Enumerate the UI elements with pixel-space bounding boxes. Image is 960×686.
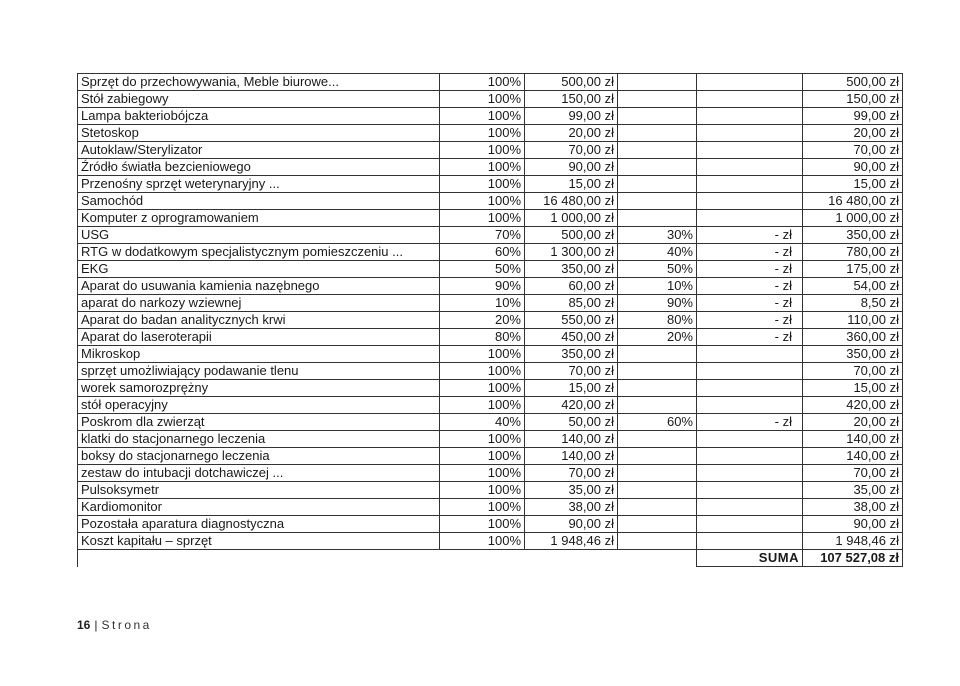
cell-percent: 100% [440, 346, 525, 363]
cell-value-2: - zł [697, 312, 803, 329]
cell-percent: 10% [440, 295, 525, 312]
cell-total: 70,00 zł [803, 142, 903, 159]
cell-name: Stetoskop [78, 125, 440, 142]
cell-percent-2 [618, 533, 697, 550]
cell-percent-2 [618, 482, 697, 499]
summary-spacer [78, 550, 697, 567]
cell-value-2 [697, 176, 803, 193]
cell-value: 350,00 zł [525, 346, 618, 363]
cell-percent-2 [618, 74, 697, 91]
table-row [78, 516, 903, 533]
cell-percent: 100% [440, 210, 525, 227]
cell-name: Komputer z oprogramowaniem [78, 210, 440, 227]
cell-percent-2 [618, 448, 697, 465]
table-row [78, 499, 903, 516]
table-row [78, 278, 903, 295]
cell-value: 420,00 zł [525, 397, 618, 414]
cell-value: 20,00 zł [525, 125, 618, 142]
cell-percent-2: 50% [618, 261, 697, 278]
cell-total: 20,00 zł [803, 414, 903, 431]
cell-value-2 [697, 363, 803, 380]
cell-value: 350,00 zł [525, 261, 618, 278]
cell-percent: 100% [440, 363, 525, 380]
table-row [78, 244, 903, 261]
cell-percent: 100% [440, 482, 525, 499]
equipment-cost-table [77, 73, 903, 567]
cell-value: 550,00 zł [525, 312, 618, 329]
cell-percent: 100% [440, 380, 525, 397]
cell-value-2: - zł [697, 261, 803, 278]
table-row [78, 125, 903, 142]
cell-value: 35,00 zł [525, 482, 618, 499]
cell-name: Mikroskop [78, 346, 440, 363]
cell-percent-2: 20% [618, 329, 697, 346]
cell-value: 38,00 zł [525, 499, 618, 516]
cell-value-2: - zł [697, 244, 803, 261]
cell-value: 1 948,46 zł [525, 533, 618, 550]
cell-total: 360,00 zł [803, 329, 903, 346]
cell-total: 90,00 zł [803, 159, 903, 176]
cell-name: Poskrom dla zwierząt [78, 414, 440, 431]
cell-percent-2 [618, 125, 697, 142]
cell-total: 500,00 zł [803, 74, 903, 91]
cell-name: Aparat do badan analitycznych krwi [78, 312, 440, 329]
table-row [78, 431, 903, 448]
cell-value-2 [697, 193, 803, 210]
cell-percent-2 [618, 91, 697, 108]
cell-total: 140,00 zł [803, 431, 903, 448]
cell-value-2 [697, 448, 803, 465]
cell-percent: 100% [440, 499, 525, 516]
cell-percent-2: 40% [618, 244, 697, 261]
cell-total: 54,00 zł [803, 278, 903, 295]
cell-percent-2: 90% [618, 295, 697, 312]
cell-percent-2 [618, 142, 697, 159]
cell-percent: 100% [440, 74, 525, 91]
cell-value-2: - zł [697, 295, 803, 312]
cell-total: 780,00 zł [803, 244, 903, 261]
cell-percent: 20% [440, 312, 525, 329]
cell-percent-2 [618, 431, 697, 448]
cell-percent-2 [618, 380, 697, 397]
cell-percent: 70% [440, 227, 525, 244]
cell-value-2 [697, 91, 803, 108]
table-row [78, 176, 903, 193]
cell-percent: 100% [440, 516, 525, 533]
cell-value-2 [697, 465, 803, 482]
cell-value-2: - zł [697, 414, 803, 431]
cell-total: 16 480,00 zł [803, 193, 903, 210]
cell-total: 420,00 zł [803, 397, 903, 414]
cell-name: Sprzęt do przechowywania, Meble biurowe... [78, 74, 440, 91]
cell-value-2: - zł [697, 329, 803, 346]
table-row [78, 329, 903, 346]
table-row [78, 363, 903, 380]
cell-value: 500,00 zł [525, 74, 618, 91]
cell-total: 8,50 zł [803, 295, 903, 312]
cell-value-2 [697, 74, 803, 91]
table-row [78, 91, 903, 108]
cell-value-2 [697, 210, 803, 227]
cell-value-2: - zł [697, 278, 803, 295]
cell-percent-2 [618, 465, 697, 482]
cell-percent: 100% [440, 91, 525, 108]
cell-percent: 100% [440, 193, 525, 210]
cell-percent-2 [618, 176, 697, 193]
table-row [78, 159, 903, 176]
cell-total: 35,00 zł [803, 482, 903, 499]
cell-total: 175,00 zł [803, 261, 903, 278]
cell-percent-2 [618, 210, 697, 227]
cell-name: boksy do stacjonarnego leczenia [78, 448, 440, 465]
cell-percent: 100% [440, 397, 525, 414]
cell-value: 50,00 zł [525, 414, 618, 431]
table-row [78, 193, 903, 210]
cell-total: 150,00 zł [803, 91, 903, 108]
cell-total: 350,00 zł [803, 227, 903, 244]
cell-name: USG [78, 227, 440, 244]
summary-row [78, 550, 903, 567]
table-row [78, 312, 903, 329]
cell-percent: 100% [440, 176, 525, 193]
summary-total: 107 527,08 zł [803, 550, 903, 567]
cell-percent-2 [618, 363, 697, 380]
cell-value: 70,00 zł [525, 363, 618, 380]
cell-value: 85,00 zł [525, 295, 618, 312]
cell-name: klatki do stacjonarnego leczenia [78, 431, 440, 448]
cell-percent: 100% [440, 448, 525, 465]
table-row [78, 397, 903, 414]
cell-value-2 [697, 431, 803, 448]
cell-total: 140,00 zł [803, 448, 903, 465]
table-row [78, 414, 903, 431]
cell-name: Źródło światła bezcieniowego [78, 159, 440, 176]
cell-percent: 60% [440, 244, 525, 261]
cell-percent: 100% [440, 108, 525, 125]
cell-value-2: - zł [697, 227, 803, 244]
cell-value-2 [697, 159, 803, 176]
table-row [78, 142, 903, 159]
cell-percent: 80% [440, 329, 525, 346]
cell-value: 15,00 zł [525, 176, 618, 193]
cell-total: 1 000,00 zł [803, 210, 903, 227]
cell-value-2 [697, 346, 803, 363]
cell-total: 15,00 zł [803, 380, 903, 397]
cell-percent: 100% [440, 465, 525, 482]
cell-percent-2: 30% [618, 227, 697, 244]
cell-name: Samochód [78, 193, 440, 210]
table-row [78, 227, 903, 244]
cell-value-2 [697, 516, 803, 533]
cell-value-2 [697, 482, 803, 499]
cell-total: 38,00 zł [803, 499, 903, 516]
cell-value-2 [697, 397, 803, 414]
cell-value-2 [697, 380, 803, 397]
cell-name: EKG [78, 261, 440, 278]
table-row [78, 261, 903, 278]
cell-name: Lampa bakteriobójcza [78, 108, 440, 125]
cell-name: Aparat do usuwania kamienia nazębnego [78, 278, 440, 295]
cell-name: Kardiomonitor [78, 499, 440, 516]
cell-value-2 [697, 533, 803, 550]
cell-value-2 [697, 108, 803, 125]
cell-percent-2: 60% [618, 414, 697, 431]
cell-total: 70,00 zł [803, 363, 903, 380]
cell-name: zestaw do intubacji dotchawiczej ... [78, 465, 440, 482]
table-row [78, 533, 903, 550]
cell-name: Aparat do laseroterapii [78, 329, 440, 346]
cell-percent: 50% [440, 261, 525, 278]
cell-value-2 [697, 499, 803, 516]
cell-value: 1 000,00 zł [525, 210, 618, 227]
cell-value: 90,00 zł [525, 159, 618, 176]
cell-value: 15,00 zł [525, 380, 618, 397]
footer-separator: | [94, 618, 98, 632]
summary-label: SUMA [697, 550, 803, 567]
page-number: 16 [77, 618, 91, 632]
cell-percent-2 [618, 159, 697, 176]
cell-total: 70,00 zł [803, 465, 903, 482]
cell-name: Pozostała aparatura diagnostyczna [78, 516, 440, 533]
cell-name: RTG w dodatkowym specjalistycznym pomieszczeniu ... [78, 244, 440, 261]
table-row [78, 380, 903, 397]
cell-percent-2 [618, 499, 697, 516]
cell-value: 70,00 zł [525, 142, 618, 159]
cell-value: 1 300,00 zł [525, 244, 618, 261]
cell-total: 15,00 zł [803, 176, 903, 193]
cell-total: 1 948,46 zł [803, 533, 903, 550]
cell-value: 16 480,00 zł [525, 193, 618, 210]
cell-percent-2: 10% [618, 278, 697, 295]
cell-percent: 40% [440, 414, 525, 431]
cell-percent-2: 80% [618, 312, 697, 329]
cell-percent: 90% [440, 278, 525, 295]
cell-percent-2 [618, 397, 697, 414]
cell-percent: 100% [440, 431, 525, 448]
table-row [78, 448, 903, 465]
cell-percent-2 [618, 193, 697, 210]
cell-percent-2 [618, 516, 697, 533]
cell-name: aparat do narkozy wziewnej [78, 295, 440, 312]
page-footer [77, 618, 152, 632]
cell-value-2 [697, 142, 803, 159]
cell-name: Koszt kapitału – sprzęt [78, 533, 440, 550]
table-row [78, 482, 903, 499]
cell-percent-2 [618, 108, 697, 125]
cell-value: 99,00 zł [525, 108, 618, 125]
cell-name: Autoklaw/Sterylizator [78, 142, 440, 159]
cell-value: 450,00 zł [525, 329, 618, 346]
cell-value: 150,00 zł [525, 91, 618, 108]
cell-total: 90,00 zł [803, 516, 903, 533]
table-row [78, 108, 903, 125]
cell-total: 20,00 zł [803, 125, 903, 142]
cell-value: 90,00 zł [525, 516, 618, 533]
cell-name: worek samorozprężny [78, 380, 440, 397]
cell-percent: 100% [440, 142, 525, 159]
table-row [78, 295, 903, 312]
table-row [78, 346, 903, 363]
cell-value: 500,00 zł [525, 227, 618, 244]
cell-percent: 100% [440, 125, 525, 142]
cell-name: Stół zabiegowy [78, 91, 440, 108]
cell-value: 60,00 zł [525, 278, 618, 295]
cell-percent: 100% [440, 533, 525, 550]
footer-page-word: Strona [101, 618, 152, 632]
cell-total: 99,00 zł [803, 108, 903, 125]
cell-total: 350,00 zł [803, 346, 903, 363]
cell-value: 70,00 zł [525, 465, 618, 482]
cell-name: Pulsoksymetr [78, 482, 440, 499]
table-row [78, 465, 903, 482]
table-row [78, 210, 903, 227]
cell-name: sprzęt umożliwiający podawanie tlenu [78, 363, 440, 380]
cell-percent-2 [618, 346, 697, 363]
table-row [78, 74, 903, 91]
cell-name: stół operacyjny [78, 397, 440, 414]
cell-percent: 100% [440, 159, 525, 176]
cell-value: 140,00 zł [525, 448, 618, 465]
table-body [78, 74, 903, 567]
cell-value: 140,00 zł [525, 431, 618, 448]
cell-total: 110,00 zł [803, 312, 903, 329]
cell-name: Przenośny sprzęt weterynaryjny ... [78, 176, 440, 193]
cell-value-2 [697, 125, 803, 142]
